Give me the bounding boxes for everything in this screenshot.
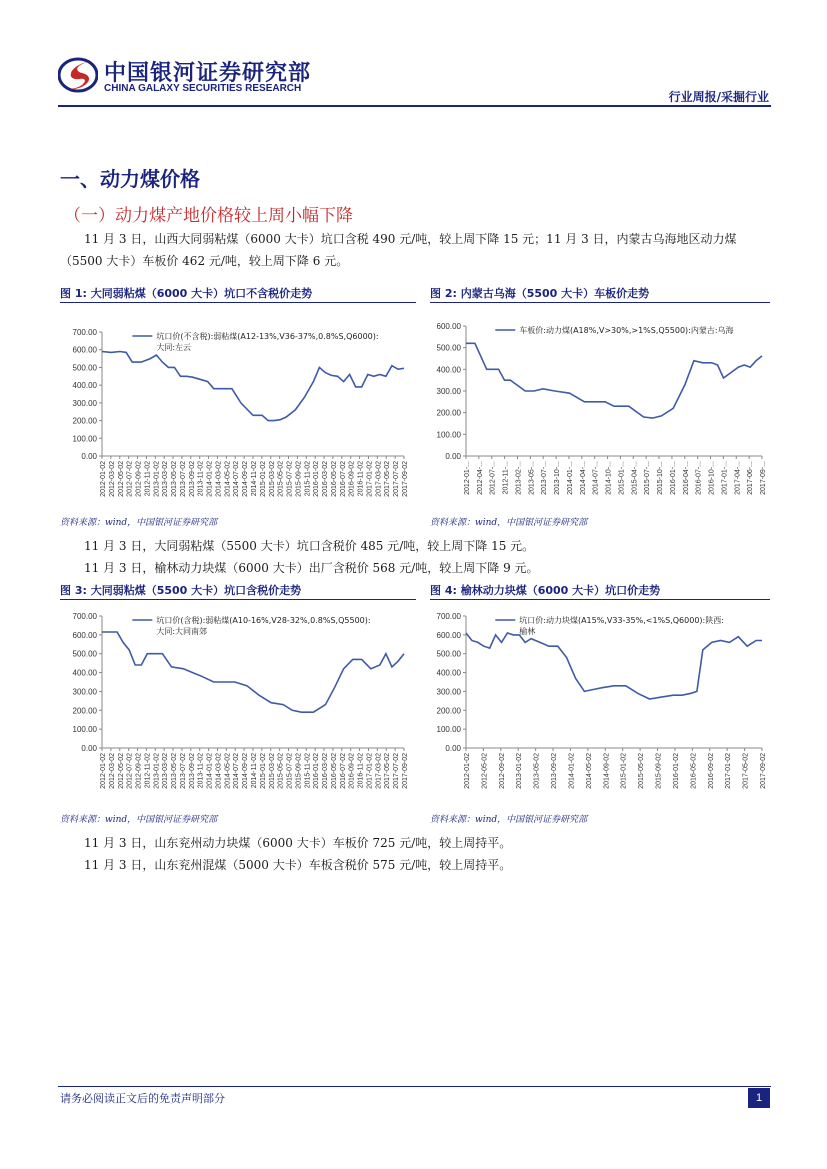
x-tick-label: 2015-01-02 xyxy=(259,753,267,789)
figure-4-rule xyxy=(430,599,770,600)
subsection-heading: （一）动力煤产地价格较上周小幅下降 xyxy=(64,206,353,226)
x-tick-label: 2013-11-02 xyxy=(197,461,205,497)
x-tick-label: 2015-10-... xyxy=(657,461,665,495)
x-tick-label: 2016-05-02 xyxy=(330,461,338,497)
x-tick-label: 2015-03-02 xyxy=(268,461,276,497)
x-tick-label: 2014-01-02 xyxy=(206,753,214,789)
x-tick-label: 2012-07-02 xyxy=(126,753,134,789)
figure-2-title: 图 2: 内蒙古乌海（5500 大卡）车板价走势 xyxy=(430,287,650,300)
x-tick-label: 2013-07-... xyxy=(541,461,549,495)
x-tick-label: 2017-01-02 xyxy=(725,753,733,789)
x-tick-label: 2015-11-02 xyxy=(304,753,312,789)
x-tick-label: 2012-01-02 xyxy=(464,753,471,789)
x-tick-label: 2015-05-02 xyxy=(277,753,285,789)
x-tick-label: 2017-01-02 xyxy=(366,461,374,497)
x-tick-label: 2014-11-02 xyxy=(251,753,258,789)
x-tick-label: 2013-09-02 xyxy=(188,753,196,789)
legend-label: 大同:大同南郊 xyxy=(156,627,208,636)
x-tick-label: 2013-09-02 xyxy=(551,753,559,789)
x-tick-label: 2017-05-02 xyxy=(384,753,392,789)
report-type: 行业周报/采掘行业 xyxy=(668,90,769,104)
x-tick-label: 2016-07-... xyxy=(695,461,703,495)
x-tick-label: 2017-03-02 xyxy=(375,753,383,789)
x-tick-label: 2014-04-... xyxy=(579,461,587,495)
paragraph-4: 11 月 3 日，山东兖州动力块煤（6000 大卡）车板价 725 元/吨，较上周持平。 xyxy=(84,836,512,850)
y-tick-label: 300.00 xyxy=(72,398,97,408)
x-tick-label: 2015-03-02 xyxy=(268,753,276,789)
x-tick-label: 2015-09-02 xyxy=(295,753,303,789)
y-tick-label: 500.00 xyxy=(436,343,461,353)
x-tick-label: 2014-01-02 xyxy=(206,461,214,497)
y-tick-label: 400.00 xyxy=(436,365,461,375)
y-tick-label: 600.00 xyxy=(72,630,97,640)
y-tick-label: 600.00 xyxy=(436,630,461,640)
chart-4 xyxy=(428,604,772,804)
x-tick-label: 2012-09-02 xyxy=(135,461,143,497)
x-tick-label: 2017-05-02 xyxy=(742,753,750,789)
section-heading: 一、动力煤价格 xyxy=(60,167,200,191)
x-tick-label: 2016-11-02 xyxy=(357,753,365,789)
paragraph-1: 11 月 3 日，山西大同弱粘煤（6000 大卡）坑口含税 490 元/吨，较上周下降 15 元；11 月 3 日，内蒙古乌海地区动力煤（5500 大卡）车板价 462 元/吨，较上周下降 6 元。 xyxy=(60,232,737,268)
x-tick-label: 2017-01-... xyxy=(721,461,729,495)
y-tick-label: 300.00 xyxy=(436,387,461,396)
y-tick-label: 500.00 xyxy=(72,649,97,659)
x-tick-label: 2017-06-... xyxy=(747,461,755,495)
x-tick-label: 2012-09-02 xyxy=(135,753,143,789)
x-tick-label: 2012-05-02 xyxy=(117,753,125,789)
x-tick-label: 2012-03-02 xyxy=(108,753,116,789)
legend-label: 坑口价(不含税):弱粘煤(A12-13%,V36-37%,0.8%S,Q6000): xyxy=(156,332,379,341)
x-tick-label: 2012-11-... xyxy=(502,461,510,495)
x-tick-label: 2013-01-02 xyxy=(153,461,161,497)
x-tick-label: 2014-09-02 xyxy=(242,753,250,789)
legend-label: 坑口价:动力块煤(A15%,V33-35%,<1%S,Q6000):陕西: xyxy=(519,616,724,625)
figure-1-rule xyxy=(60,302,416,303)
x-tick-label: 2015-07-02 xyxy=(286,753,294,789)
y-tick-label: 200.00 xyxy=(436,706,461,716)
y-tick-label: 0.00 xyxy=(81,744,97,753)
x-tick-label: 2016-09-02 xyxy=(348,753,356,789)
x-tick-label: 2013-05-02 xyxy=(171,461,179,497)
x-tick-label: 2014-01-... xyxy=(566,461,574,495)
x-tick-label: 2014-01-02 xyxy=(568,753,576,789)
x-tick-label: 2017-09-02 xyxy=(402,461,409,497)
brand-logo xyxy=(58,57,98,93)
x-tick-label: 2016-01-... xyxy=(669,461,677,495)
legend-label: 榆林 xyxy=(519,627,536,636)
figure-1-title: 图 1: 大同弱粘煤（6000 大卡）坑口不含税价走势 xyxy=(60,287,313,300)
chart-3 xyxy=(58,604,414,804)
series-line xyxy=(466,343,762,418)
x-tick-label: 2012-07-... xyxy=(489,461,497,495)
x-tick-label: 2013-01-02 xyxy=(153,753,161,789)
x-tick-label: 2014-05-02 xyxy=(224,461,232,497)
org-name-en: CHINA GALAXY SECURITIES RESEARCH xyxy=(104,83,302,94)
x-tick-label: 2013-05-02 xyxy=(171,753,179,789)
paragraph-5: 11 月 3 日，山东兖州混煤（5000 大卡）车板含税价 575 元/吨，较上周持平。 xyxy=(84,858,512,872)
x-tick-label: 2014-05-02 xyxy=(585,753,593,789)
x-tick-label: 2016-03-02 xyxy=(322,753,330,789)
y-tick-label: 0.00 xyxy=(445,452,461,461)
x-tick-label: 2012-01-... xyxy=(464,461,471,495)
y-tick-label: 0.00 xyxy=(81,452,97,461)
x-tick-label: 2016-01-02 xyxy=(313,461,321,497)
x-tick-label: 2012-03-02 xyxy=(108,461,116,497)
figure-1-source: 资料来源：wind，中国银河证券研究部 xyxy=(60,518,218,528)
y-tick-label: 200.00 xyxy=(72,416,97,426)
x-tick-label: 2014-03-02 xyxy=(215,753,223,789)
x-tick-label: 2017-03-02 xyxy=(375,461,383,497)
x-tick-label: 2017-05-02 xyxy=(384,461,392,497)
x-tick-label: 2013-07-02 xyxy=(179,461,187,497)
y-tick-label: 0.00 xyxy=(445,744,461,753)
x-tick-label: 2012-09-02 xyxy=(498,753,506,789)
x-tick-label: 2012-07-02 xyxy=(126,461,134,497)
x-tick-label: 2017-09-02 xyxy=(760,753,767,789)
y-tick-label: 100.00 xyxy=(72,434,97,444)
y-tick-label: 300.00 xyxy=(436,687,461,697)
legend-label: 车板价:动力煤(A18%,V>30%,>1%S,Q5500):内蒙古:乌海 xyxy=(519,326,734,335)
disclaimer-note: 请务必阅读正文后的免责声明部分 xyxy=(60,1092,225,1105)
header-divider xyxy=(58,105,771,107)
x-tick-label: 2017-09-... xyxy=(760,461,767,495)
x-tick-label: 2016-09-02 xyxy=(348,461,356,497)
x-tick-label: 2015-04-... xyxy=(631,461,639,495)
legend-label: 坑口价(含税):弱粘煤(A10-16%,V28-32%,0.8%S,Q5500): xyxy=(156,616,371,625)
y-tick-label: 100.00 xyxy=(436,725,461,735)
y-tick-label: 600.00 xyxy=(72,345,97,355)
x-tick-label: 2016-07-02 xyxy=(339,753,347,789)
x-tick-label: 2016-11-02 xyxy=(357,461,365,497)
x-tick-label: 2013-01-02 xyxy=(516,753,524,789)
y-tick-label: 700.00 xyxy=(72,612,97,621)
x-tick-label: 2013-10-... xyxy=(554,461,562,495)
x-tick-label: 2015-07-02 xyxy=(286,461,294,497)
org-name-cn: 中国银河证券研究部 xyxy=(104,61,312,86)
x-tick-label: 2016-09-02 xyxy=(707,753,715,789)
footer-divider xyxy=(58,1086,771,1087)
x-tick-label: 2012-01-02 xyxy=(100,461,107,497)
x-tick-label: 2015-09-02 xyxy=(295,461,303,497)
y-tick-label: 500.00 xyxy=(72,363,97,373)
y-tick-label: 200.00 xyxy=(436,408,461,418)
x-tick-label: 2014-11-02 xyxy=(251,461,258,497)
figure-3-source: 资料来源：wind，中国银河证券研究部 xyxy=(60,815,218,825)
paragraph-2: 11 月 3 日，大同弱粘煤（5500 大卡）坑口含税价 485 元/吨，较上周下降 15 元。 xyxy=(84,539,535,553)
figure-3-rule xyxy=(60,599,416,600)
x-tick-label: 2013-03-02 xyxy=(162,753,170,789)
x-tick-label: 2017-01-02 xyxy=(366,753,374,789)
x-tick-label: 2015-01-... xyxy=(618,461,626,495)
x-tick-label: 2012-04-... xyxy=(476,461,484,495)
x-tick-label: 2013-11-02 xyxy=(197,753,205,789)
x-tick-label: 2014-09-02 xyxy=(242,461,250,497)
series-line xyxy=(102,352,404,421)
x-tick-label: 2013-07-02 xyxy=(179,753,187,789)
x-tick-label: 2016-01-02 xyxy=(313,753,321,789)
x-tick-label: 2012-01-02 xyxy=(100,753,107,789)
figure-3-title: 图 3: 大同弱粘煤（5500 大卡）坑口含税价走势 xyxy=(60,584,302,597)
x-tick-label: 2017-09-02 xyxy=(402,753,409,789)
x-tick-label: 2014-05-02 xyxy=(224,753,232,789)
x-tick-label: 2013-09-02 xyxy=(188,461,196,497)
figure-2-rule xyxy=(430,302,770,303)
x-tick-label: 2013-02-... xyxy=(515,461,523,495)
x-tick-label: 2015-11-02 xyxy=(304,461,312,497)
x-tick-label: 2012-05-02 xyxy=(117,461,125,497)
y-tick-label: 700.00 xyxy=(72,328,97,337)
chart-2 xyxy=(428,306,772,506)
x-tick-label: 2017-07-02 xyxy=(393,461,401,497)
y-tick-label: 400.00 xyxy=(72,381,97,391)
x-tick-label: 2015-01-02 xyxy=(259,461,267,497)
x-tick-label: 2016-10-... xyxy=(708,461,716,495)
x-tick-label: 2016-07-02 xyxy=(339,461,347,497)
x-tick-label: 2014-10-... xyxy=(605,461,613,495)
x-tick-label: 2013-05-02 xyxy=(533,753,541,789)
x-tick-label: 2013-05-... xyxy=(528,461,536,495)
figure-4-title: 图 4: 榆林动力块煤（6000 大卡）坑口价走势 xyxy=(430,584,661,597)
x-tick-label: 2015-05-02 xyxy=(277,461,285,497)
x-tick-label: 2015-05-02 xyxy=(638,753,646,789)
x-tick-label: 2016-03-02 xyxy=(322,461,330,497)
y-tick-label: 400.00 xyxy=(436,668,461,678)
y-tick-label: 600.00 xyxy=(436,322,461,331)
figure-2-source: 资料来源：wind，中国银河证券研究部 xyxy=(430,518,588,528)
y-tick-label: 300.00 xyxy=(72,687,97,697)
x-tick-label: 2016-05-02 xyxy=(690,753,698,789)
x-tick-label: 2016-04-... xyxy=(682,461,690,495)
y-tick-label: 100.00 xyxy=(436,430,461,440)
chart-1 xyxy=(58,306,414,506)
x-tick-label: 2012-05-02 xyxy=(481,753,489,789)
y-tick-label: 700.00 xyxy=(436,612,461,621)
figure-4-source: 资料来源：wind，中国银河证券研究部 xyxy=(430,815,588,825)
x-tick-label: 2013-03-02 xyxy=(162,461,170,497)
paragraph-3: 11 月 3 日，榆林动力块煤（6000 大卡）出厂含税价 568 元/吨，较上周下降 9 元。 xyxy=(84,561,539,575)
x-tick-label: 2017-07-02 xyxy=(393,753,401,789)
x-tick-label: 2017-04-... xyxy=(734,461,742,495)
x-tick-label: 2015-01-02 xyxy=(620,753,628,789)
y-tick-label: 200.00 xyxy=(72,706,97,716)
x-tick-label: 2015-09-02 xyxy=(655,753,663,789)
y-tick-label: 500.00 xyxy=(436,649,461,659)
legend-label: 大同:左云 xyxy=(156,343,192,352)
x-tick-label: 2014-07-02 xyxy=(233,753,241,789)
x-tick-label: 2012-11-02 xyxy=(144,461,152,497)
x-tick-label: 2016-05-02 xyxy=(330,753,338,789)
x-tick-label: 2014-07-02 xyxy=(233,461,241,497)
x-tick-label: 2015-07-... xyxy=(644,461,652,495)
y-tick-label: 400.00 xyxy=(72,668,97,678)
series-line xyxy=(102,632,404,712)
x-tick-label: 2012-11-02 xyxy=(144,753,152,789)
x-tick-label: 2014-03-02 xyxy=(215,461,223,497)
x-tick-label: 2016-01-02 xyxy=(672,753,680,789)
x-tick-label: 2014-07-... xyxy=(592,461,600,495)
series-line xyxy=(466,633,762,699)
page-number: 1 xyxy=(748,1088,770,1108)
x-tick-label: 2014-09-02 xyxy=(603,753,611,789)
y-tick-label: 100.00 xyxy=(72,725,97,735)
